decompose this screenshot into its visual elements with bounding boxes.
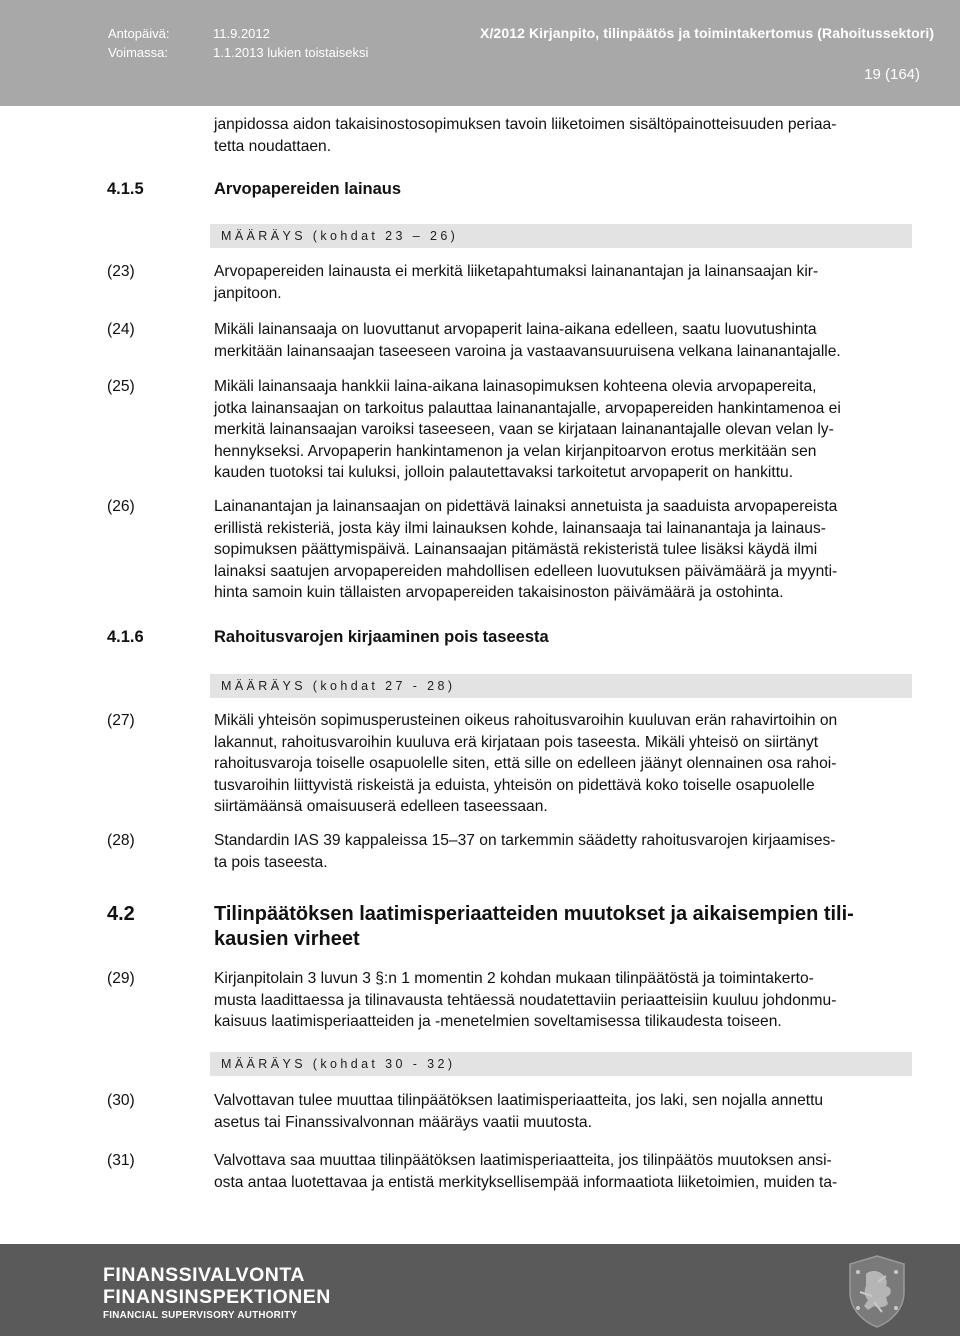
paragraph-number: (30): [107, 1092, 135, 1109]
regulation-banner: MÄÄRÄYS (kohdat 30 - 32): [210, 1052, 912, 1076]
paragraph-number: (25): [107, 378, 135, 395]
paragraph-number: (31): [107, 1152, 135, 1169]
paragraph-number: (29): [107, 970, 135, 987]
paragraph-text: Valvottavan tulee muuttaa tilinpäätöksen laatimisperiaatteita, jos laki, sen nojalla annettu asetus tai Finanssivalvonnan määräys vaatii muutosta.: [214, 1092, 824, 1131]
page-footer: [0, 1244, 960, 1336]
document-title: X/2012 Kirjanpito, tilinpäätös ja toimintakertomus (Rahoitussektori): [480, 25, 935, 41]
header-values: [213, 24, 368, 62]
page-header: [0, 0, 960, 106]
paragraph-text: Mikäli lainansaaja hankkii laina-aikana lainasopimuksen kohteena olevia arvopapereita, jotka lainansaajan on tarkoitus palauttaa lainanantajalle, arvopapereiden hankintamenoa ei merkitä lainansaajan varoiksi taseeseen, vaan se kirjataan lainanantajalle olevan velan ly- hennykseksi. Arvopaperin hankintamenon ja velan kirjanpitoarvon erotus merkitään sen kauden tuotoksi tai kuluksi, jolloin palautettavaksi tarkoitetut arvopaperit on hankittu.: [214, 378, 841, 481]
regulation-banner: MÄÄRÄYS (kohdat 27 - 28): [210, 674, 912, 698]
section-number: 4.1.5: [107, 180, 144, 198]
paragraph-number: (23): [107, 263, 135, 280]
valid-label: Voimassa:: [108, 45, 168, 60]
section-title: Tilinpäätöksen laatimisperiaatteiden muutokset ja aikaisempien tili- kausien virheet: [214, 903, 854, 950]
paragraph-text: Mikäli lainansaaja on luovuttanut arvopaperit laina-aikana edelleen, saatu luovutushinta merkitään lainansaajan taseeseen varoina ja vastaavansuuruisena velkana lainanantajalle.: [214, 321, 841, 360]
header-labels: [108, 24, 169, 62]
logo-text-english: FINANCIAL SUPERVISORY AUTHORITY: [103, 1310, 298, 1321]
received-date: 11.9.2012: [213, 26, 270, 41]
paragraph-number: (28): [107, 832, 135, 849]
paragraph-number: (24): [107, 321, 135, 338]
valid-from: 1.1.2013 lukien toistaiseksi: [213, 45, 369, 60]
paragraph-text: Arvopapereiden lainausta ei merkitä liiketapahtumaksi lainanantajan ja lainansaajan kir- janpitoon.: [214, 263, 819, 302]
paragraph-number: (27): [107, 712, 135, 729]
paragraph-text: Valvottava saa muuttaa tilinpäätöksen laatimisperiaatteita, jos tilinpäätös muutoksen ansi- osta antaa luotettavaa ja entistä merkityksellisempää informaatiota liiketoimien, muiden ta-: [214, 1152, 838, 1191]
paragraph-text: Standardin IAS 39 kappaleissa 15–37 on tarkemmin säädetty rahoitusvarojen kirjaamises- ta pois taseesta.: [214, 832, 836, 871]
continuation-text: janpidossa aidon takaisinostosopimuksen tavoin liiketoimen sisältöpainotteisuuden periaa- tetta noudattaen.: [214, 116, 837, 155]
section-number: 4.1.6: [107, 628, 144, 646]
logo-text-swedish: FINANSINSPEKTIONEN: [103, 1286, 331, 1308]
section-title: Arvopapereiden lainaus: [214, 180, 402, 198]
paragraph-text: Kirjanpitolain 3 luvun 3 §:n 1 momentin 2 kohdan mukaan tilinpäätöstä ja toimintakerto- musta laadittaessa ja tilinavausta tehtäessä noudatettaviin periaatteisiin kuuluu johdonmu- kaisuus laatimisperiaatteiden ja -menetelmien soveltamisessa tilikaudesta toiseen.: [214, 970, 837, 1030]
regulation-banner: MÄÄRÄYS (kohdat 23 – 26): [210, 224, 912, 248]
lion-crest-icon: [838, 1252, 916, 1330]
paragraph-text: Lainanantajan ja lainansaajan on pidettävä lainaksi annetuista ja saaduista arvopapereista erillistä rekisteriä, josta käy ilmi lainauksen kohde, lainansaaja tai lainanantaja ja lainaus- sopimuksen päättymispäivä. Lainansaajan pitämästä rekisteristä tulee lisäksi käydä ilmi lainaksi saatujen arvopapereiden mahdollisen edelleen luovutuksen päivämäärä ja myynti- hinta samoin kuin tällaisten arvopapereiden takaisinoston päivämäärä ja ostohinta.: [214, 498, 838, 601]
page-number: 19 (164): [864, 66, 920, 83]
section-number: 4.2: [107, 903, 135, 925]
section-title: Rahoitusvarojen kirjaaminen pois taseesta: [214, 628, 549, 646]
paragraph-number: (26): [107, 498, 135, 515]
paragraph-text: Mikäli yhteisön sopimusperusteinen oikeus rahoitusvaroihin kuuluvan erän rahavirtoihin on lakannut, rahoitusvaroihin kuuluva erä kirjataan pois taseesta. Mikäli yhteisö on siirtänyt rahoitusvaroja toiselle osapuolelle siten, että sille on edelleen jäänyt olennainen osa rahoi- tusvaroihin liittyvistä riskeistä ja eduista, yhteisön on pidettävä koko toiselle osapuolelle siirtämäänsä omaisuuserä edelleen taseessaan.: [214, 712, 838, 815]
received-label: Antopäivä:: [108, 26, 170, 41]
logo-text-finnish: FINANSSIVALVONTA: [103, 1264, 305, 1286]
